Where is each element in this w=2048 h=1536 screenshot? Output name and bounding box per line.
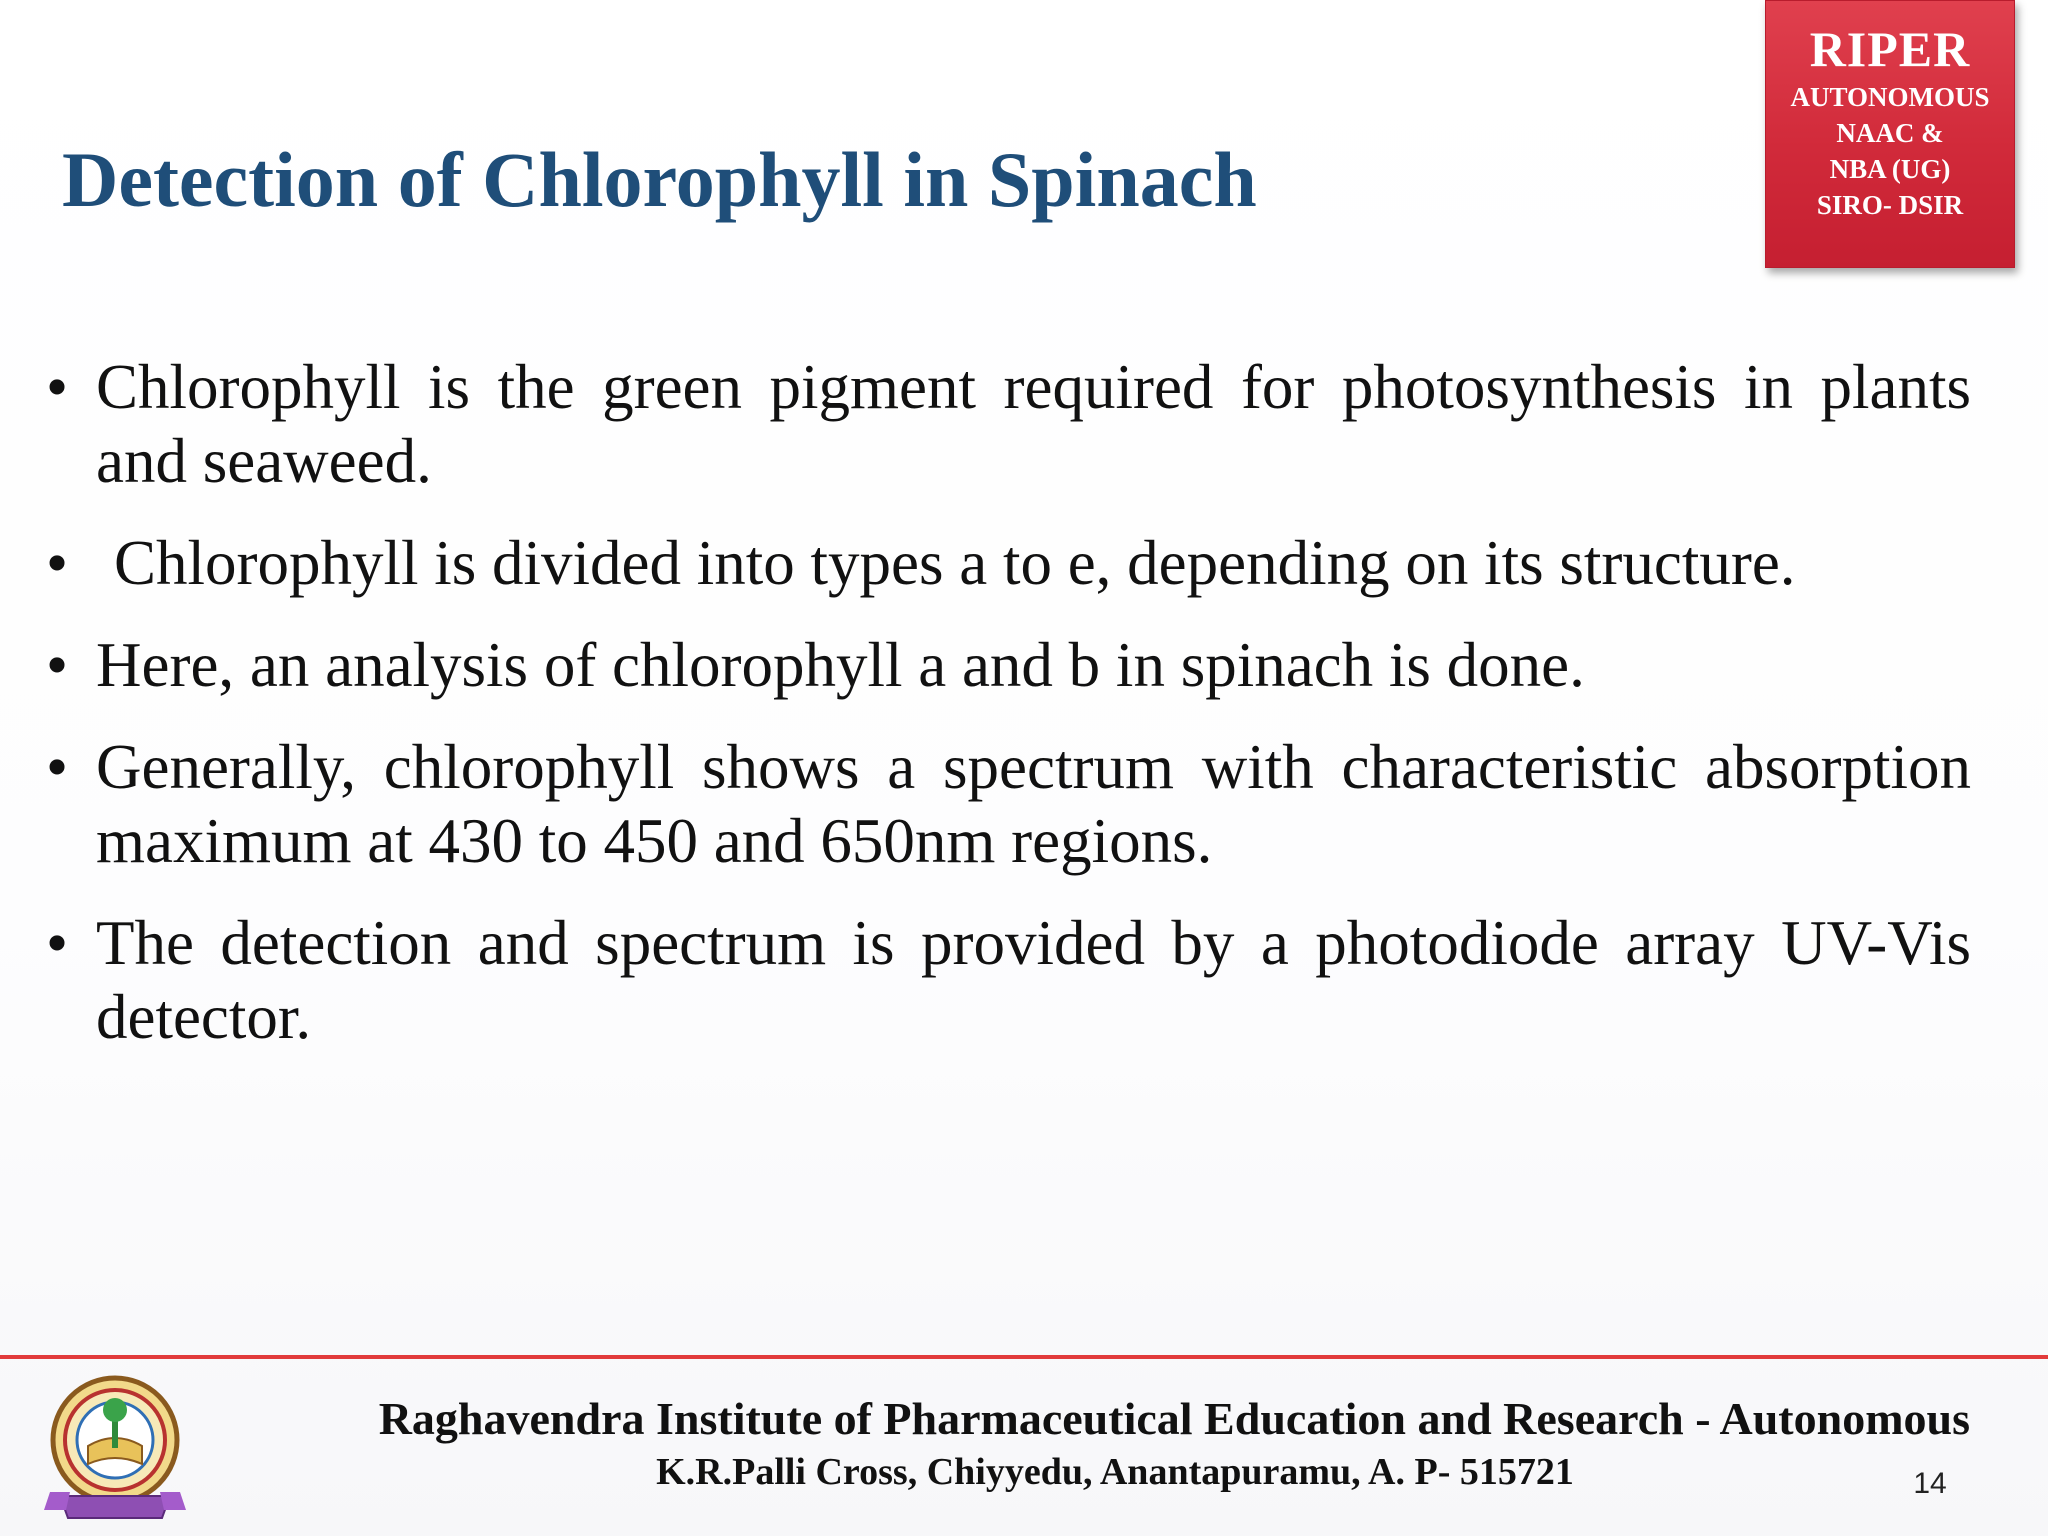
bullet-icon: • <box>46 352 69 422</box>
bullet-text: The detection and spectrum is provided by a photodiode array UV-Vis detector. <box>96 908 1971 1052</box>
bullet-icon: • <box>46 908 69 978</box>
list-item <box>46 730 1971 878</box>
badge-nba: NBA (UG) <box>1829 154 1951 184</box>
badge-naac: NAAC & <box>1836 118 1944 148</box>
accreditation-badge <box>1765 0 2015 268</box>
bullet-list <box>46 350 1971 1082</box>
list-item <box>46 628 1971 702</box>
institute-seal-icon <box>40 1368 190 1528</box>
footer-divider <box>0 1355 2048 1359</box>
bullet-icon: • <box>46 528 69 598</box>
badge-riper: RIPER <box>1809 21 1971 77</box>
badge-autonomous: AUTONOMOUS <box>1790 82 1990 112</box>
bullet-text: Chlorophyll is divided into types a to e, depending on its structure. <box>114 528 1796 598</box>
institute-address: K.R.Palli Cross, Chiyyedu, Anantapuramu, A. P- 515721 <box>656 1451 1574 1493</box>
bullet-text: Generally, chlorophyll shows a spectrum with characteristic absorption maximum at 430 to 450 and 650nm regions. <box>96 732 1971 876</box>
page-number: 14 <box>1913 1467 1947 1500</box>
list-item <box>46 906 1971 1054</box>
bullet-icon: • <box>46 630 69 700</box>
slide-title: Detection of Chlorophyll in Spinach <box>62 136 1257 223</box>
bullet-icon: • <box>46 732 69 802</box>
list-item <box>46 350 1971 498</box>
list-item <box>46 526 1971 600</box>
bullet-text: Chlorophyll is the green pigment required for photosynthesis in plants and seaweed. <box>96 352 1971 496</box>
badge-siro: SIRO- DSIR <box>1816 190 1964 220</box>
institute-name: Raghavendra Institute of Pharmaceutical Education and Research - Autonomous <box>378 1393 1970 1444</box>
bullet-text: Here, an analysis of chlorophyll a and b in spinach is done. <box>96 630 1585 700</box>
